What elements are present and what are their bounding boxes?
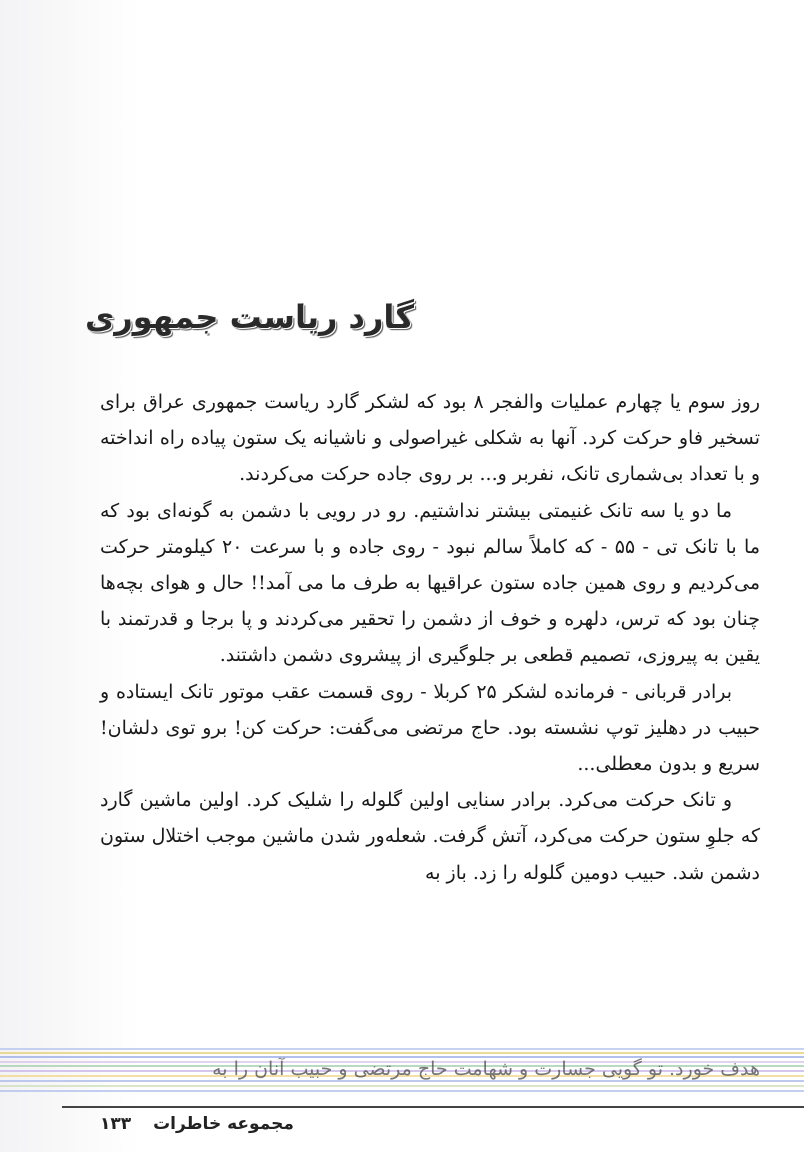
scan-stripe — [0, 1085, 804, 1087]
book-title: مجموعه خاطرات — [153, 1114, 294, 1134]
paragraph-1: روز سوم یا چهارم عملیات والفجر ۸ بود که لشکر گارد ریاست جمهوری عراق برای تسخیر فاو حرکت کرد. آنها به شکلی غیراصولی و ناشیانه یک ستون پیاده راه انداخته و با تعداد بی‌شماری تانک، نفربر و... بر روی جاده حرکت می‌کردند. — [100, 391, 760, 486]
scan-stripe — [0, 1048, 804, 1050]
paragraph-2: ما دو یا سه تانک غنیمتی بیشتر نداشتیم. رو در رویی با دشمن به گونه‌ای بود که ما با تانک تی - ۵۵ - که کاملاً سالم نبود - روی جاده و با سرعت ۲۰ کیلومتر حرکت می‌کردیم و روی همین جاده ستون عراقیها به طرف ما می آمد!! حال و هوای بچه‌ها چنان بود که ترس، دلهره و خوف از دشمن را تحقیر می‌کردند و پا برجا و قدرتمند با یقین به پیروزی، تصمیم قطعی بر جلوگیری از پیشروی دشمن داشتند. — [100, 499, 760, 667]
scan-stripe — [0, 1080, 804, 1082]
chapter-title: گارد ریاست جمهوری — [85, 298, 414, 336]
paragraph-3: برادر قربانی - فرمانده لشکر ۲۵ کربلا - روی قسمت عقب موتور تانک ایستاده و حبیب در دهلیز توپ نشسته بود. حاج مرتضی می‌گفت: حرکت کن! برو توی دلشان! سریع و بدون معطلی... — [100, 680, 760, 776]
body-text — [100, 384, 760, 891]
scan-stripe — [0, 1052, 804, 1054]
partial-last-line: هدف خورد. تو گویی جسارت و شهامت حاج مرتضی و حبیب آنان را به — [212, 1058, 760, 1080]
scan-artifact-band — [0, 1046, 804, 1094]
paragraph-4: و تانک حرکت می‌کرد. برادر سنایی اولین گلوله را شلیک کرد. اولین ماشین گارد که جلوِ ستون حرکت می‌کرد، آتش گرفت. شعله‌ور شدن ماشین موجب اختلال ستون دشمن شد. حبیب دومین گلوله را زد. باز به — [100, 789, 760, 884]
page-footer — [100, 1114, 294, 1134]
footer-divider — [62, 1106, 804, 1108]
page-number: ۱۳۳ — [100, 1114, 132, 1134]
scan-stripe — [0, 1090, 804, 1092]
